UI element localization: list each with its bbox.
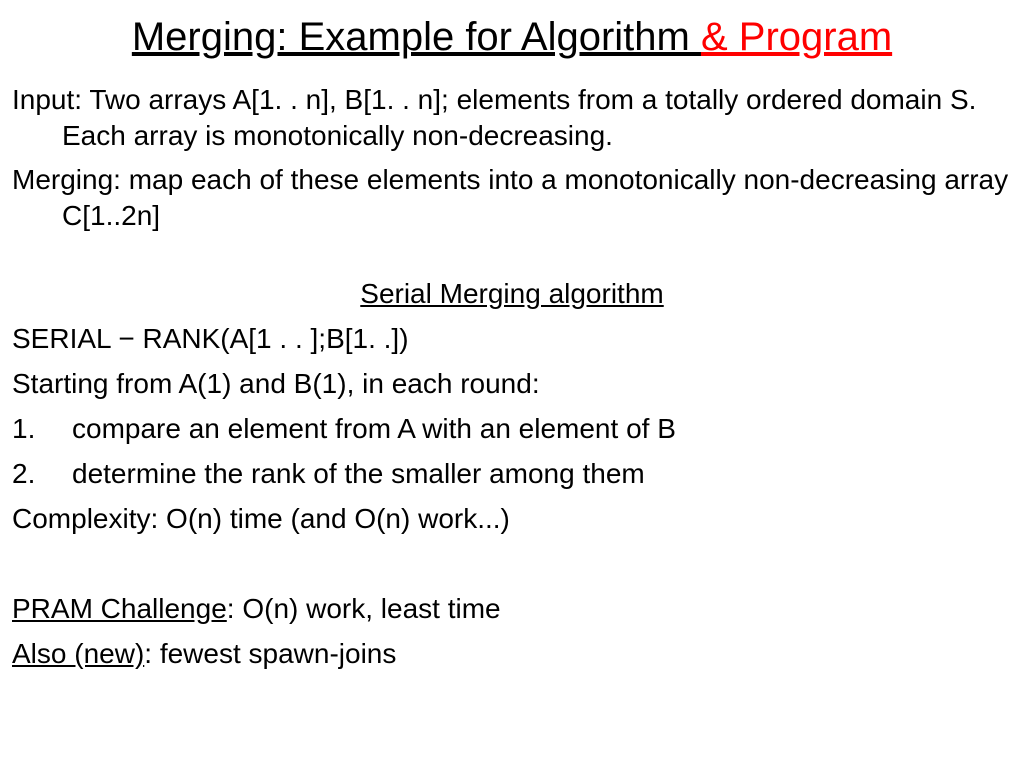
- starting-line: Starting from A(1) and B(1), in each round:: [12, 368, 540, 399]
- merging-paragraph: Merging: map each of these elements into a monotonically non-decreasing array C[1..2n]: [12, 164, 1009, 231]
- also-new-label: Also (new): [12, 638, 145, 669]
- title-main: Merging: Example for Algorithm: [131, 15, 701, 59]
- step-text: compare an element from A with an element of B: [72, 413, 676, 444]
- step-number: 2.: [12, 458, 36, 489]
- step-item: [12, 451, 1012, 496]
- slide-body: [12, 82, 1012, 676]
- spacer: [12, 242, 1012, 271]
- input-paragraph: Input: Two arrays A[1. . n], B[1. . n]; elements from a totally ordered domain S. Each array is monotonically non-decreasing.: [12, 84, 977, 151]
- algorithm-heading-text: Serial Merging algorithm: [360, 278, 664, 309]
- also-new-text: : fewest spawn-joins: [144, 638, 397, 669]
- pram-challenge-line: [12, 586, 1012, 631]
- complexity-line: Complexity: O(n) time (and O(n) work...): [12, 503, 510, 534]
- also-new-line: [12, 631, 1012, 676]
- step-text: determine the rank of the smaller among them: [72, 458, 645, 489]
- title-accent: & Program: [700, 15, 893, 59]
- serial-rank-line: SERIAL − RANK(A[1 . . ];B[1. .]): [12, 323, 409, 354]
- step-number: 1.: [12, 413, 36, 444]
- step-item: [12, 406, 1012, 451]
- pram-challenge-label: PRAM Challenge: [12, 593, 227, 624]
- slide-title: [0, 10, 1024, 64]
- spacer: [12, 541, 1012, 586]
- pram-challenge-text: : O(n) work, least time: [226, 593, 501, 624]
- algorithm-heading: [12, 271, 1012, 316]
